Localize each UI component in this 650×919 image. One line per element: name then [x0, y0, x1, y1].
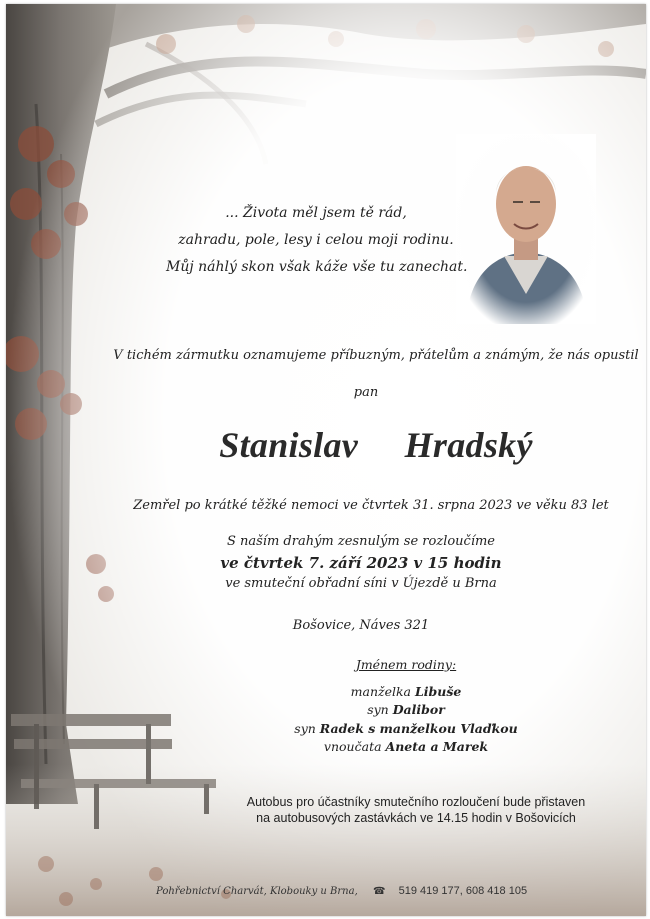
- family-row: [236, 720, 576, 739]
- family-row: [236, 683, 576, 702]
- funeral-company: Pohřebnictví Charvát, Klobouky u Brna,: [156, 886, 358, 897]
- family-heading: Jménem rodiny:: [355, 657, 457, 672]
- family-relation: vnoučata: [323, 739, 386, 754]
- farewell-line: S naším drahým zesnulým se rozloučíme: [226, 534, 496, 549]
- bus-notice: [206, 794, 626, 826]
- death-info: Zemřel po krátké těžké nemoci ve čtvrtek 31. srpna 2023 ve věku 83 let: [133, 498, 609, 513]
- family-member: Radek s manželkou Vlaďkou: [319, 720, 518, 736]
- family-relation: syn: [367, 702, 393, 717]
- family-row: [236, 738, 576, 757]
- family-list: [236, 656, 576, 757]
- poem-line: zahradu, pole, lesy i celou moji rodinu.: [178, 232, 454, 248]
- family-row: [236, 701, 576, 720]
- bus-notice-line: na autobusových zastávkách ve 14.15 hodin v Bošovicích: [256, 811, 576, 825]
- family-relation: syn: [294, 720, 320, 736]
- obituary-page: [6, 4, 646, 916]
- deceased-name: Stanislav Hradský: [219, 425, 533, 465]
- family-member: Libuše: [414, 683, 462, 699]
- farewell-info: [156, 532, 566, 594]
- family-relation: manželka: [350, 683, 415, 699]
- telephone-icon: ☎: [372, 886, 386, 897]
- phone-numbers: 519 419 177, 608 418 105: [398, 885, 528, 897]
- farewell-date: ve čtvrtek 7. září 2023 v 15 hodin: [220, 554, 502, 572]
- bus-notice-line: Autobus pro účastníky smutečního rozloučení bude přistaven: [246, 795, 586, 809]
- poem: [166, 200, 466, 281]
- announcement-text: V tichém zármutku oznamujeme příbuzným, přátelům a známým, že nás opustil: [113, 348, 639, 363]
- family-member: Aneta a Marek: [385, 739, 489, 754]
- poem-line: ... Života měl jsem tě rád,: [225, 205, 407, 221]
- footer: [156, 885, 606, 897]
- address: Bošovice, Náves 321: [292, 618, 430, 633]
- title-word: pan: [353, 385, 379, 400]
- poem-line: Můj náhlý skon však káže vše tu zanechat.: [166, 259, 468, 275]
- family-member: Dalibor: [392, 702, 445, 717]
- text-layer: [6, 4, 646, 916]
- farewell-place: ve smuteční obřadní síni v Újezdě u Brna: [225, 576, 497, 591]
